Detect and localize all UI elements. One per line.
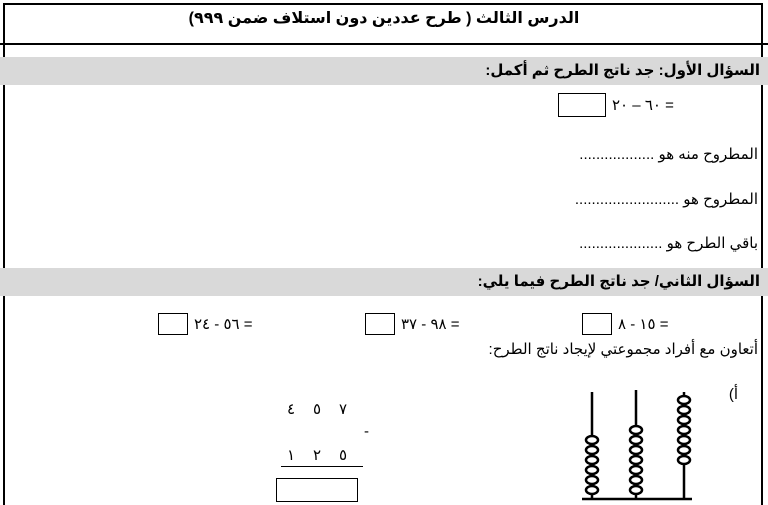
subtraction-operator: - — [364, 423, 369, 440]
title-divider — [0, 43, 768, 45]
q2-answer-box-3[interactable] — [158, 313, 188, 335]
subtraction-top-row — [278, 400, 356, 418]
group-instruction: أتعاون مع أفراد مجموعتي لإيجاد ناتج الطرح: — [488, 341, 758, 358]
subtraction-answer-box[interactable] — [276, 478, 358, 502]
q2-equation-3 — [158, 313, 253, 335]
q1-answer-box[interactable] — [558, 93, 606, 117]
question-1-heading: السؤال الأول: جد ناتج الطرح ثم أكمل: — [0, 57, 768, 85]
top-digit: ٧ — [338, 401, 348, 418]
q2-expression-2: ٩٨ - ٣٧ = — [401, 316, 460, 333]
q1-expression: ٦٠ – ٢٠ = — [612, 97, 674, 114]
top-digit: ٤ — [286, 401, 296, 418]
q1-equation — [558, 93, 674, 117]
result-line — [281, 466, 363, 467]
q2-answer-box-2[interactable] — [365, 313, 395, 335]
abacus-illustration — [576, 388, 696, 505]
q2-equation-2 — [365, 313, 460, 335]
bottom-digit: ٥ — [338, 447, 348, 464]
top-digit: ٥ — [312, 401, 322, 418]
difference-line: باقي الطرح هو .................... — [579, 235, 758, 252]
q2-expression-3: ٥٦ - ٢٤ = — [194, 316, 253, 333]
q2-answer-box-1[interactable] — [582, 313, 612, 335]
minuend-line: المطروح منه هو .................. — [579, 146, 758, 163]
bottom-digit: ٢ — [312, 447, 322, 464]
subtraction-bottom-row — [278, 446, 356, 464]
question-2-heading: السؤال الثاني/ جد ناتج الطرح فيما يلي: — [0, 268, 768, 296]
subtrahend-line: المطروح هو ......................... — [574, 191, 758, 208]
q2-equation-1 — [582, 313, 668, 335]
lesson-title: الدرس الثالث ( طرح عددين دون استلاف ضمن ٩٩٩) — [188, 10, 580, 27]
item-label-a: أ) — [728, 386, 738, 403]
q2-expression-1: ١٥ - ٨ = — [618, 316, 669, 333]
bottom-digit: ١ — [286, 447, 296, 464]
